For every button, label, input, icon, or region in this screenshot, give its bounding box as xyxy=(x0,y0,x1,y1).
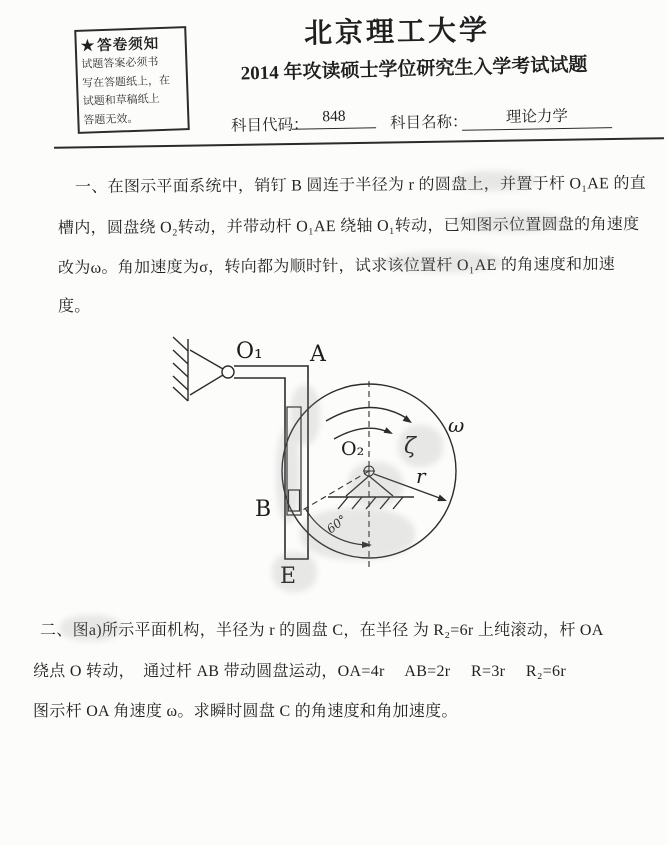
problem1-line4: 度。 xyxy=(58,298,91,315)
label-epsilon: ζ xyxy=(404,434,416,459)
label-o1: O₁ xyxy=(236,339,263,364)
smudge-mark xyxy=(398,425,443,467)
notice-line: 试题答案必须书 xyxy=(81,56,159,71)
notice-title: ★答卷须知 xyxy=(80,36,160,55)
subject-code-value: 848 xyxy=(292,107,376,129)
notice-line: 答题无效。 xyxy=(83,112,139,127)
smudge-mark xyxy=(383,252,503,272)
university-title: 北京理工大学 xyxy=(303,15,491,50)
label-radius: r xyxy=(416,464,426,488)
smudge-mark xyxy=(60,615,122,641)
smudge-mark xyxy=(300,508,415,560)
subject-code-label: 科目代码： xyxy=(230,116,309,135)
label-b: B xyxy=(255,497,272,522)
label-angle-60: 60° xyxy=(324,512,350,537)
label-a: A xyxy=(310,342,326,367)
label-e: E xyxy=(280,564,297,589)
subject-name-value: 理论力学 xyxy=(462,103,612,131)
star-icon: ★ xyxy=(80,38,96,55)
problem2-line3: 图示杆 OA 角速度 ω。求瞬时圆盘 C 的角速度和角加速度。 xyxy=(33,703,458,720)
smudge-mark xyxy=(276,428,300,523)
smudge-mark xyxy=(452,171,536,191)
pivot-o1 xyxy=(190,350,234,395)
wall-support xyxy=(173,337,188,401)
notice-line: 写在答题纸上，在 xyxy=(81,74,171,90)
problem1-line2: 槽内，圆盘绕 O₂转动，并带动杆 O₁AE 绕轴 O₁转动，已知图示位置圆盘的角速度 xyxy=(57,215,640,238)
problem2-line1: 二、图a)所示平面机构，半径为 r 的圆盘 C，在半径 为 R₂=6r 上纯滚动，杆 OA xyxy=(40,622,604,639)
problem1-line1: 一、在图示平面系统中，销钉 B 圆连于半径为 r 的圆盘上，并置于杆 O₁AE 的直 xyxy=(74,175,647,196)
subject-name-label: 科目名称： xyxy=(389,113,468,133)
smudge-mark xyxy=(348,462,403,507)
label-o2: O₂ xyxy=(341,438,365,460)
problem2-line2: 绕点 O 转动， 通过杆 AB 带动圆盘运动，OA=4r AB=2r R=3r R₂=6r xyxy=(33,663,566,680)
smudge-mark xyxy=(272,552,317,592)
problem1-line3: 改为ω。角加速度为σ，转向都为顺时针，试求该位置杆 O₁AE 的角速度和加速 xyxy=(57,256,616,277)
notice-line: 试题和草稿纸上 xyxy=(82,93,160,108)
smudge-mark xyxy=(455,212,565,232)
exam-subtitle: 2014 年攻读硕士学位研究生入学考试试题 xyxy=(240,54,588,85)
label-omega: ω xyxy=(448,413,465,437)
